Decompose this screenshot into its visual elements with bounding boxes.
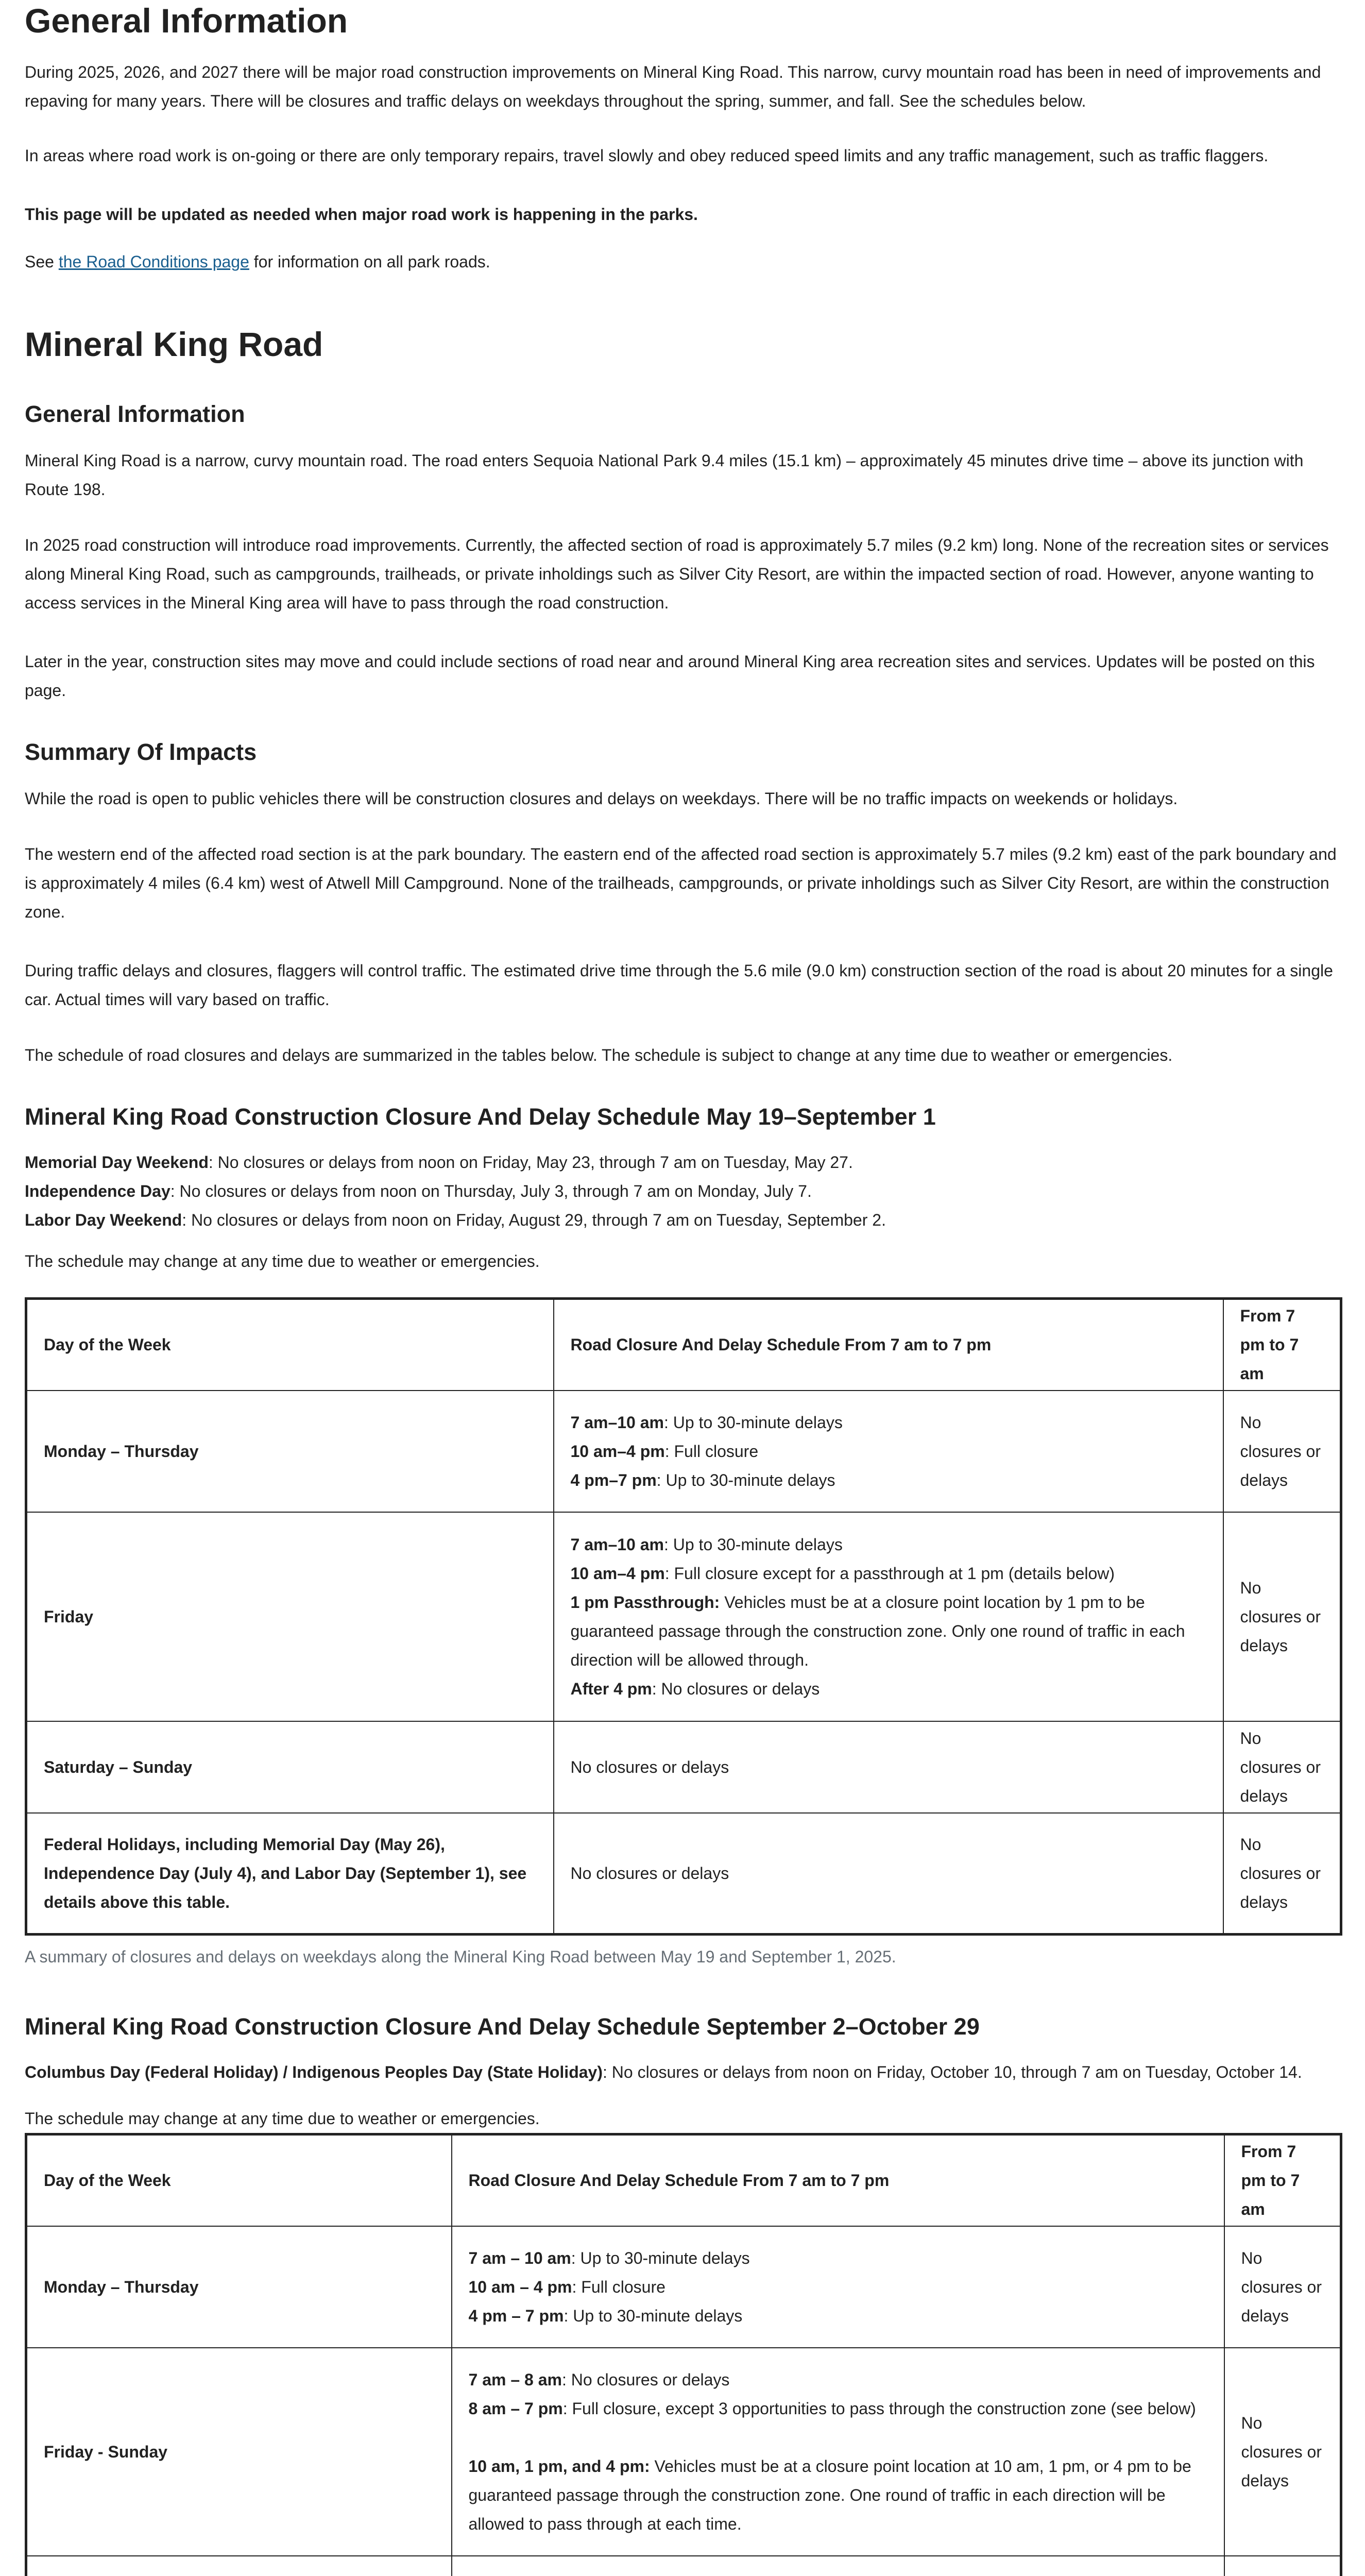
holiday-item <box>25 1206 1343 1234</box>
update-notice-text: This page will be updated as needed when major road work is happening in the parks. <box>25 205 698 224</box>
summary-paragraph-1: While the road is open to public vehicles there will be construction closures and delays on weekdays. There will be no traffic impacts on weekends or holidays. <box>25 789 1178 808</box>
schedule-line <box>469 2394 1207 2423</box>
column-header-daytime: Road Closure And Delay Schedule From 7 am to 7 pm <box>452 2134 1224 2226</box>
table-row <box>26 2556 1341 2576</box>
table-row <box>26 1391 1341 1512</box>
holiday-item <box>25 1148 1343 1177</box>
schedule-line <box>469 2452 1207 2538</box>
schedule2-note: The schedule may change at any time due to weather or emergencies. <box>25 2109 540 2128</box>
time-range: 4 pm – 7 pm <box>468 2306 564 2325</box>
table-row <box>26 1813 1341 1935</box>
row-schedule <box>452 2348 1224 2556</box>
holiday-text: : No closures or delays from noon on Friday, August 29, through 7 am on Tuesday, September 2. <box>182 1211 886 1229</box>
schedule1-heading: Mineral King Road Construction Closure And Delay Schedule May 19–September 1 <box>25 1104 936 1130</box>
time-range: 10 am–4 pm <box>570 1564 665 1583</box>
schedule-text: : Up to 30-minute delays <box>663 1413 843 1432</box>
row-schedule <box>554 1391 1223 1512</box>
schedule-line <box>469 2365 1207 2394</box>
update-notice <box>25 200 1343 229</box>
schedule-text: : Up to 30-minute delays <box>663 1535 843 1554</box>
column-header-night: From 7 pm to 7 am <box>1224 2134 1341 2226</box>
schedule2-heading: Mineral King Road Construction Closure And Delay Schedule September 2–October 29 <box>25 2013 980 2040</box>
table-row <box>26 1512 1341 1721</box>
schedule-text: Vehicles must be at a closure point location at 10 am, 1 pm, or 4 pm to be guaranteed passage through the construction zone. One round of traffic in each direction will be allowed to pass through at each time. <box>468 2456 1191 2533</box>
road-conditions-prefix: See <box>25 252 59 271</box>
schedule-line <box>571 1530 1206 1559</box>
general-info-paragraph-2: In 2025 road construction will introduce road improvements. Currently, the affected section of road is approximately 5.7 miles (9.2 km) long. None of the recreation sites or services along Mineral King Road, such as campgrounds, trailheads, or private inholdings such as Silver City Resort, are within the impacted section of road. However, anyone wanting to access services in the Mineral King area will have to pass through the road construction. <box>25 536 1329 612</box>
intro-paragraph-2: In areas where road work is on-going or there are only temporary repairs, travel slowly and obey reduced speed limits and any traffic management, such as traffic flaggers. <box>25 146 1269 165</box>
schedule1-table <box>25 1297 1342 1936</box>
time-range: 7 am–10 am <box>570 1535 664 1554</box>
schedule-line <box>571 1588 1206 1674</box>
holiday-name: Independence Day <box>25 1182 170 1200</box>
time-range: 1 pm Passthrough: <box>570 1592 720 1612</box>
schedule2-holiday <box>25 2058 1343 2087</box>
holiday-text: : No closures or delays from noon on Friday, October 10, through 7 am on Tuesday, October 14. <box>602 2063 1302 2081</box>
row-night: No closures or delays <box>1224 2226 1341 2348</box>
page-title: General Information <box>25 2 348 40</box>
summary-paragraph-2: The western end of the affected road section is at the park boundary. The eastern end of the affected road section is approximately 5.7 miles (9.2 km) east of the park boundary and is approximately 4 miles (6.4 km) west of Atwell Mill Campground. None of the trailheads, campgrounds, or private inholdings such as Silver City Resort, are within the construction zone. <box>25 845 1337 921</box>
schedule-text: : Up to 30-minute delays <box>571 2248 750 2267</box>
summary-paragraph-4: The schedule of road closures and delays are summarized in the tables below. The schedule is subject to change at any time due to weather or emergencies. <box>25 1046 1173 1064</box>
table-row <box>26 2348 1341 2556</box>
schedule-line <box>571 1466 1206 1495</box>
row-day: Friday - Sunday <box>26 2348 452 2556</box>
row-night: No closures or delays <box>1223 1391 1341 1512</box>
holiday-text: : No closures or delays from noon on Thursday, July 3, through 7 am on Monday, July 7. <box>170 1182 812 1200</box>
row-schedule: No closures or delays <box>554 1721 1223 1813</box>
schedule-text: : Full closure except for a passthrough at 1 pm (details below) <box>664 1564 1115 1583</box>
schedule-text: : Full closure <box>664 1442 759 1461</box>
row-night <box>1224 2556 1341 2576</box>
row-day: Monday – Thursday <box>26 2226 452 2348</box>
schedule1-holidays <box>25 1148 1343 1234</box>
schedule-text: : Full closure <box>572 2277 666 2296</box>
time-range: 7 am – 10 am <box>468 2248 571 2267</box>
row-schedule <box>452 2226 1224 2348</box>
holiday-text: : No closures or delays from noon on Friday, May 23, through 7 am on Tuesday, May 27. <box>208 1153 853 1172</box>
section-title-mineral-king: Mineral King Road <box>25 325 323 363</box>
summary-paragraph-3: During traffic delays and closures, flaggers will control traffic. The estimated drive time through the 5.6 mile (9.0 km) construction section of the road is about 20 minutes for a single car. Actual times will vary based on traffic. <box>25 961 1333 1009</box>
time-range: 10 am – 4 pm <box>468 2277 572 2296</box>
row-night: No closures or delays <box>1223 1721 1341 1813</box>
general-info-paragraph-3: Later in the year, construction sites may move and could include sections of road near and around Mineral King area recreation sites and services. Updates will be posted on this page. <box>25 652 1315 700</box>
row-night: No closures or delays <box>1223 1813 1341 1935</box>
row-day <box>26 2556 452 2576</box>
table-header-row <box>26 2134 1341 2226</box>
table-row <box>26 1721 1341 1813</box>
row-schedule <box>452 2556 1224 2576</box>
time-range: 10 am, 1 pm, and 4 pm: <box>468 2456 650 2476</box>
time-range: 8 am – 7 pm <box>468 2399 563 2418</box>
schedule1-note: The schedule may change at any time due to weather or emergencies. <box>25 1252 540 1270</box>
schedule-line <box>571 1408 1206 1437</box>
column-header-day: Day of the Week <box>26 2134 452 2226</box>
column-header-night: From 7 pm to 7 am <box>1223 1299 1341 1391</box>
schedule-line <box>469 2301 1207 2330</box>
time-range: 4 pm–7 pm <box>570 1470 657 1489</box>
schedule-text: : No closures or delays <box>561 2370 730 2389</box>
schedule-text: : No closures or delays <box>652 1679 820 1698</box>
schedule-text: : Full closure, except 3 opportunities to pass through the construction zone (see below) <box>562 2399 1196 2418</box>
time-range: 10 am–4 pm <box>570 1442 665 1461</box>
summary-heading: Summary Of Impacts <box>25 739 257 765</box>
row-day: Friday <box>26 1512 554 1721</box>
holiday-name: Labor Day Weekend <box>25 1211 182 1229</box>
schedule-line <box>571 1559 1206 1588</box>
schedule-line <box>571 1674 1206 1703</box>
column-header-day: Day of the Week <box>26 1299 554 1391</box>
general-info-paragraph-1: Mineral King Road is a narrow, curvy mountain road. The road enters Sequoia National Park 9.4 miles (15.1 km) – approximately 45 minutes drive time – above its junction with Route 198. <box>25 451 1304 499</box>
holiday-name: Memorial Day Weekend <box>25 1153 209 1172</box>
row-day: Saturday – Sunday <box>26 1721 554 1813</box>
road-conditions-note <box>25 247 1343 276</box>
schedule-text: Vehicles must be at a closure point location by 1 pm to be guaranteed passage through the construction zone. Only one round of traffic in each direction will be allowed through. <box>570 1592 1185 1669</box>
time-range: 7 am – 8 am <box>468 2370 562 2389</box>
row-schedule <box>554 1512 1223 1721</box>
schedule-line <box>469 2244 1207 2273</box>
time-range: 7 am–10 am <box>570 1413 664 1432</box>
intro-paragraph-1: During 2025, 2026, and 2027 there will be major road construction improvements on Mineral King Road. This narrow, curvy mountain road has been in need of improvements and repaving for many years. There will be closures and traffic delays on weekdays throughout the spring, summer, and fall. See the schedules below. <box>25 63 1321 110</box>
row-schedule: No closures or delays <box>554 1813 1223 1935</box>
holiday-item <box>25 1177 1343 1206</box>
row-night: No closures or delays <box>1224 2348 1341 2556</box>
schedule-line <box>571 1437 1206 1466</box>
schedule-text: : Up to 30-minute delays <box>656 1470 835 1489</box>
row-day: Federal Holidays, including Memorial Day (May 26), Independence Day (July 4), and Labor Day (September 1), see details above this table. <box>26 1813 554 1935</box>
table-header-row <box>26 1299 1341 1391</box>
schedule1-caption: A summary of closures and delays on weekdays along the Mineral King Road between May 19 and September 1, 2025. <box>25 1947 896 1966</box>
row-night: No closures or delays <box>1223 1512 1341 1721</box>
row-day: Monday – Thursday <box>26 1391 554 1512</box>
time-range: After 4 pm <box>570 1679 652 1698</box>
column-header-daytime: Road Closure And Delay Schedule From 7 am to 7 pm <box>554 1299 1223 1391</box>
schedule2-table <box>25 2133 1342 2576</box>
general-info-heading: General Information <box>25 401 245 427</box>
schedule-text: : Up to 30-minute delays <box>564 2306 743 2325</box>
schedule-line <box>469 2273 1207 2301</box>
holiday-name: Columbus Day (Federal Holiday) / Indigenous Peoples Day (State Holiday) <box>25 2063 603 2081</box>
table-row <box>26 2226 1341 2348</box>
road-conditions-suffix: for information on all park roads. <box>249 252 490 271</box>
road-conditions-link[interactable]: the Road Conditions page <box>58 252 249 271</box>
